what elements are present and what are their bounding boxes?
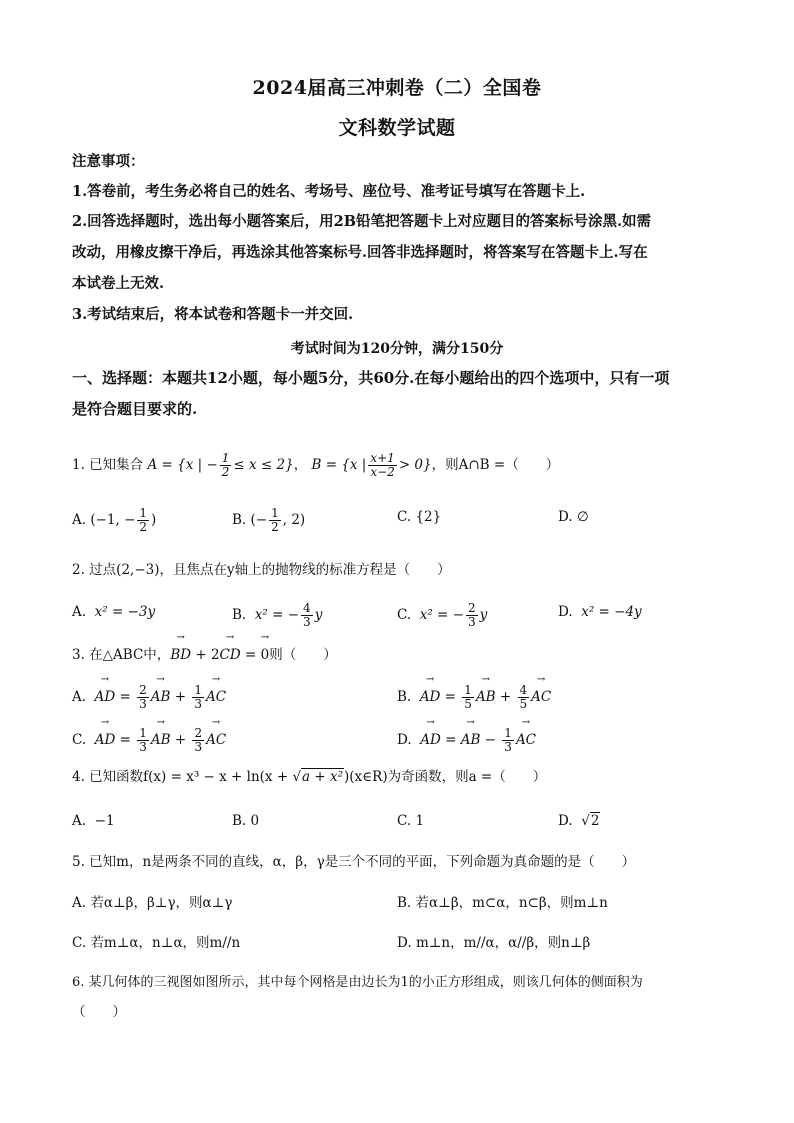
set-a: A = {x | − $\frac{1}{2}$ ≤ x ≤ 2} bbox=[147, 451, 294, 479]
question-3-option-b[interactable]: B. → AD = $\frac{1}{5}$ → AB + $\frac{4}{5}$ → AC bbox=[397, 684, 551, 711]
question-5-option-c[interactable]: C. 若m⊥α，n⊥α，则m//n bbox=[72, 935, 241, 951]
question-4-option-c[interactable]: C. 1 bbox=[397, 813, 425, 829]
question-4-option-d[interactable]: D. √2 bbox=[558, 813, 600, 829]
set-b: B = {x | $\frac{x+1}{x-2}$ > 0} bbox=[311, 451, 432, 479]
question-3-option-a[interactable]: A. → AD = $\frac{2}{3}$ → AB + $\frac{1}{3}$ → AC bbox=[72, 684, 226, 711]
notice-item-2-line-1: 2.回答选择题时，选出每小题答案后，用2B铅笔把答题卡上对应题目的答案标号涂黑.如需 bbox=[72, 213, 652, 230]
question-2-option-c[interactable]: C. x² = − $\frac{2}{3}$ y bbox=[397, 601, 488, 629]
question-3-stem: 3. 在△ABC中，→ BD + 2→ CD = → 0则（ ） bbox=[72, 645, 337, 665]
question-1-stem: 1. 已知集合 A = {x | − $\frac{1}{2}$ ≤ x ≤ 2}， B = {x | $\frac{x+1}{x-2}$ > 0}，则A∩B =（ ） bbox=[72, 451, 560, 479]
question-5-option-b[interactable]: B. 若α⊥β，m⊂α，n⊂β，则m⊥n bbox=[397, 895, 608, 911]
question-2-option-d[interactable]: D. x² = −4y bbox=[558, 604, 642, 620]
notice-item-2-line-3: 本试卷上无效. bbox=[72, 275, 165, 292]
section-1-heading-line-2: 是符合题目要求的. bbox=[72, 400, 198, 418]
question-1-option-d[interactable]: D. ∅ bbox=[558, 509, 589, 525]
question-6-stem-line-1: 6. 某几何体的三视图如图所示，其中每个网格是由边长为1的小正方形组成，则该几何体的侧面积为 bbox=[72, 975, 643, 990]
section-1-heading-line-1: 一、选择题：本题共12小题，每小题5分，共60分.在每小题给出的四个选项中，只有一项 bbox=[72, 369, 670, 387]
question-1-option-b[interactable]: B. (− $\frac{1}{2}$ , 2) bbox=[232, 506, 306, 534]
exam-subtitle: 文科数学试题 bbox=[338, 117, 456, 139]
question-5-stem: 5. 已知m，n是两条不同的直线，α，β，γ是三个不同的平面，下列命题为真命题的是（ ） bbox=[72, 854, 636, 870]
notice-heading: 注意事项： bbox=[72, 153, 145, 170]
question-4-option-a[interactable]: A. −1 bbox=[72, 813, 115, 829]
question-1-option-a[interactable]: A. (−1, − $\frac{1}{2}$ ) bbox=[72, 506, 157, 534]
notice-item-1: 1.答卷前，考生务必将自己的姓名、考场号、座位号、准考证号填写在答题卡上. bbox=[72, 183, 586, 200]
question-3-option-d[interactable]: D. → AD = → AB − $\frac{1}{3}$ → AC bbox=[397, 727, 536, 754]
question-2-option-b[interactable]: B. x² = − $\frac{4}{3}$ y bbox=[232, 601, 323, 629]
question-2-option-a[interactable]: A. x² = −3y bbox=[72, 604, 156, 620]
question-5-option-a[interactable]: A. 若α⊥β，β⊥γ，则α⊥γ bbox=[72, 895, 233, 911]
question-4-stem: 4. 已知函数f(x) = x³ − x + ln(x + √a + x²)(x∈R)为奇函数，则a =（ ） bbox=[72, 769, 547, 785]
exam-time: 考试时间为120分钟，满分150分 bbox=[290, 341, 504, 357]
notice-item-2-line-2: 改动，用橡皮擦干净后，再选涂其他答案标号.回答非选择题时，将答案写在答题卡上.写在 bbox=[72, 244, 648, 261]
question-2-stem: 2. 过点(2,−3)，且焦点在y轴上的抛物线的标准方程是（ ） bbox=[72, 562, 451, 578]
question-6-stem-line-2: （ ） bbox=[72, 1004, 126, 1020]
question-4-option-b[interactable]: B. 0 bbox=[232, 813, 260, 829]
exam-title: 2024届高三冲刺卷（二）全国卷 bbox=[252, 77, 542, 99]
question-5-option-d[interactable]: D. m⊥n，m//α，α//β，则n⊥β bbox=[397, 935, 591, 951]
question-1-option-c[interactable]: C. {2} bbox=[397, 509, 442, 525]
notice-item-3: 3.考试结束后，将本试卷和答题卡一并交回. bbox=[72, 306, 354, 323]
question-3-option-c[interactable]: C. → AD = $\frac{1}{3}$ → AB + $\frac{2}{3}$ → AC bbox=[72, 727, 226, 754]
